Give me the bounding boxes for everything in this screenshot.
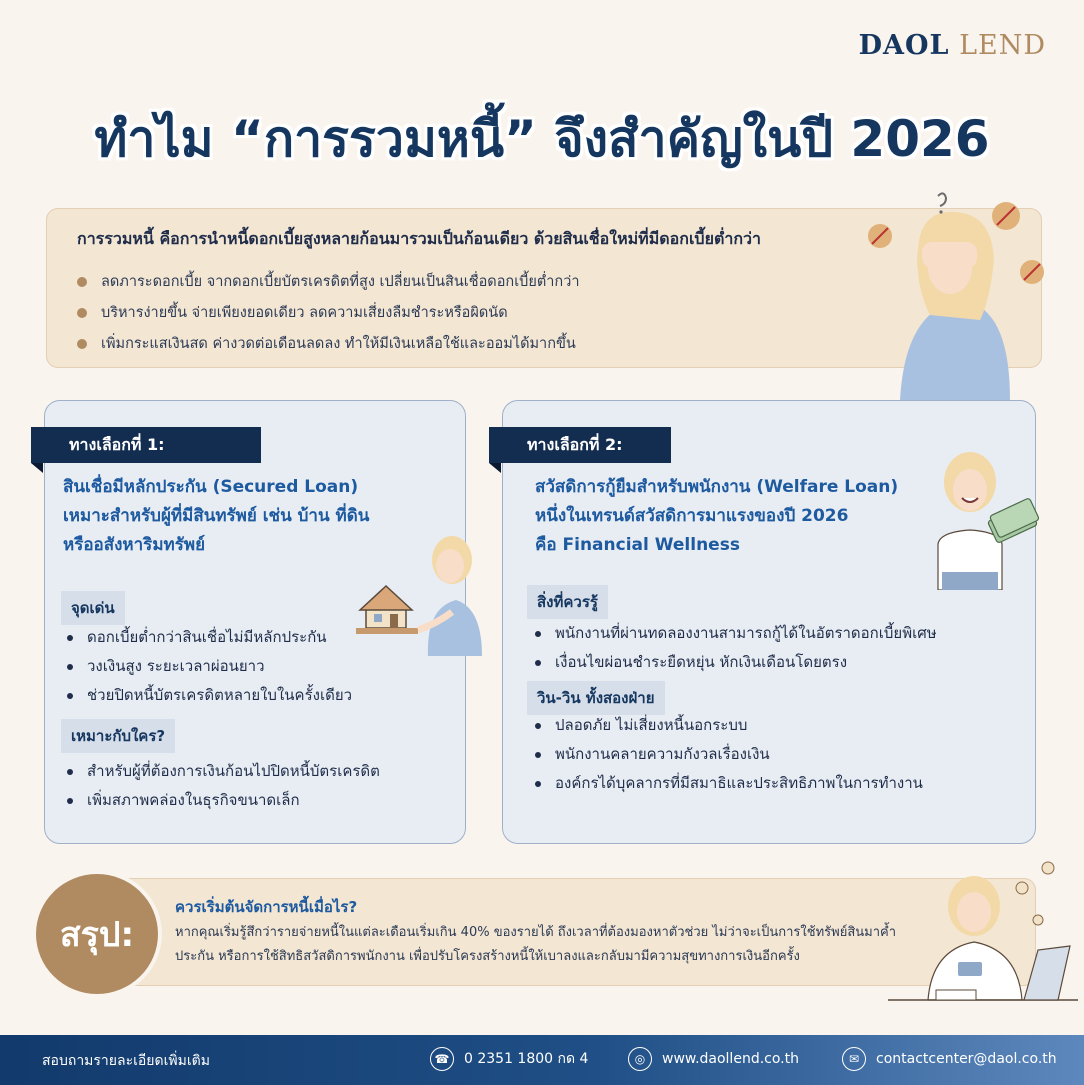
list-item: เพิ่มสภาพคล่องในธุรกิจขนาดเล็ก (63, 790, 453, 811)
brand-lend: LEND (959, 30, 1046, 61)
option1-who (63, 761, 453, 819)
page-title: ทำไม “การรวมหนี้” จึงสำคัญในปี 2026 (94, 110, 990, 168)
option2-know-label: สิ่งที่ควรรู้ (527, 585, 608, 619)
option2-win (531, 715, 1031, 802)
summary-badge: สรุป: (32, 870, 162, 998)
bullet-icon (67, 635, 73, 641)
bullet-icon (535, 723, 541, 729)
brand-daol: DAOL (858, 30, 950, 61)
list-item: พนักงานที่ผ่านทดลองงานสามารถกู้ได้ในอัตราดอกเบี้ยพิเศษ (531, 623, 1031, 644)
footer-email-address: contactcenter@daol.co.th (876, 1051, 1057, 1067)
list-item: พนักงานคลายความกังวลเรื่องเงิน (531, 744, 1031, 765)
footer-phone-number: 0 2351 1800 กด 4 (464, 1051, 589, 1067)
bullet-icon (67, 693, 73, 699)
intro-point: ลดภาระดอกเบี้ย จากดอกเบี้ยบัตรเครดิตที่สูง เปลี่ยนเป็นสินเชื่อดอกเบี้ยต่ำกว่า (77, 270, 1011, 293)
list-item: สำหรับผู้ที่ต้องการเงินก้อนไปปิดหนี้บัตรเครดิต (63, 761, 453, 782)
woman-with-money-illustration (920, 448, 1040, 590)
option1-tag: ทางเลือกที่ 1: (31, 427, 261, 463)
woman-with-house-illustration (356, 528, 486, 656)
footer-website-url: www.daollend.co.th (662, 1051, 799, 1067)
list-item: องค์กรได้บุคลากรที่มีสมาธิและประสิทธิภาพในการทำงาน (531, 773, 1031, 794)
option2-win-label: วิน-วิน ทั้งสองฝ่าย (527, 681, 665, 715)
footer-website[interactable] (628, 1047, 799, 1071)
bullet-dot-icon (77, 339, 87, 349)
list-item: ช่วยปิดหนี้บัตรเครดิตหลายใบในครั้งเดียว (63, 685, 453, 706)
footer-phone[interactable] (430, 1047, 588, 1071)
intro-lead: การรวมหนี้ คือการนำหนี้ดอกเบี้ยสูงหลายก้อนมารวมเป็นก้อนเดียว ด้วยสินเชื่อใหม่ที่มีดอกเบี้ยต่ำกว่า (77, 229, 761, 248)
brand-logo (859, 30, 1046, 61)
list-item: ปลอดภัย ไม่เสี่ยงหนี้นอกระบบ (531, 715, 1031, 736)
summary-question: ควรเริ่มต้นจัดการหนี้เมื่อไร? (175, 898, 358, 916)
intro-point: บริหารง่ายขึ้น จ่ายเพียงยอดเดียว ลดความเสี่ยงลืมชำระหรือผิดนัด (77, 301, 1011, 324)
woman-with-laptop-illustration (888, 850, 1078, 1018)
bullet-dot-icon (77, 308, 87, 318)
list-item: เงื่อนไขผ่อนชำระยืดหยุ่น หักเงินเดือนโดยตรง (531, 652, 1031, 673)
list-item: ดอกเบี้ยต่ำกว่าสินเชื่อไม่มีหลักประกัน (63, 627, 453, 648)
footer-ask: สอบถามรายละเอียดเพิ่มเติม (42, 1053, 210, 1069)
intro-point: เพิ่มกระแสเงินสด ค่างวดต่อเดือนลดลง ทำให้มีเงินเหลือใช้และออมได้มากขึ้น (77, 332, 1011, 355)
bullet-icon (535, 752, 541, 758)
bullet-icon (67, 664, 73, 670)
summary-text: หากคุณเริ่มรู้สึกว่ารายจ่ายหนี้ในแต่ละเดือนเริ่มเกิน 40% ของรายได้ ถึงเวลาที่ต้องมองหาตัวช่วย ไม่ว่าจะเป็นการใช้ทรัพย์สินมาค้ำประกัน หรือการใช้สิทธิสวัสดิการพนักงาน เพื่อปรับโครงสร้างหนี้ให้เบาลงและกลับมามีความสุขทางการเงินอีกครั้ง (175, 925, 897, 964)
email-icon: ✉ (842, 1047, 866, 1071)
option2-tag: ทางเลือกที่ 2: (489, 427, 671, 463)
option2-title: สวัสดิการกู้ยืมสำหรับพนักงาน (Welfare Loan) หนึ่งในเทรนด์สวัสดิการมาแรงของปี 2026 คือ Financial Wellness (535, 477, 899, 555)
option1-title: สินเชื่อมีหลักประกัน (Secured Loan) เหมาะสำหรับผู้ที่มีสินทรัพย์ เช่น บ้าน ที่ดิน หรืออสังหาริมทรัพย์ (63, 477, 370, 555)
option2-know (531, 623, 1031, 681)
option1-who-label: เหมาะกับใคร? (61, 719, 175, 753)
bullet-icon (535, 781, 541, 787)
footer-email[interactable] (842, 1047, 1057, 1071)
bullet-icon (535, 631, 541, 637)
bullet-icon (67, 769, 73, 775)
globe-icon: ◎ (628, 1047, 652, 1071)
bullet-icon (67, 798, 73, 804)
bullet-dot-icon (77, 277, 87, 287)
stressed-woman-illustration (860, 190, 1060, 400)
option1-highlights-label: จุดเด่น (61, 591, 125, 625)
bullet-icon (535, 660, 541, 666)
footer-bar (0, 1035, 1084, 1085)
phone-icon: ☎ (430, 1047, 454, 1071)
list-item: วงเงินสูง ระยะเวลาผ่อนยาว (63, 656, 453, 677)
